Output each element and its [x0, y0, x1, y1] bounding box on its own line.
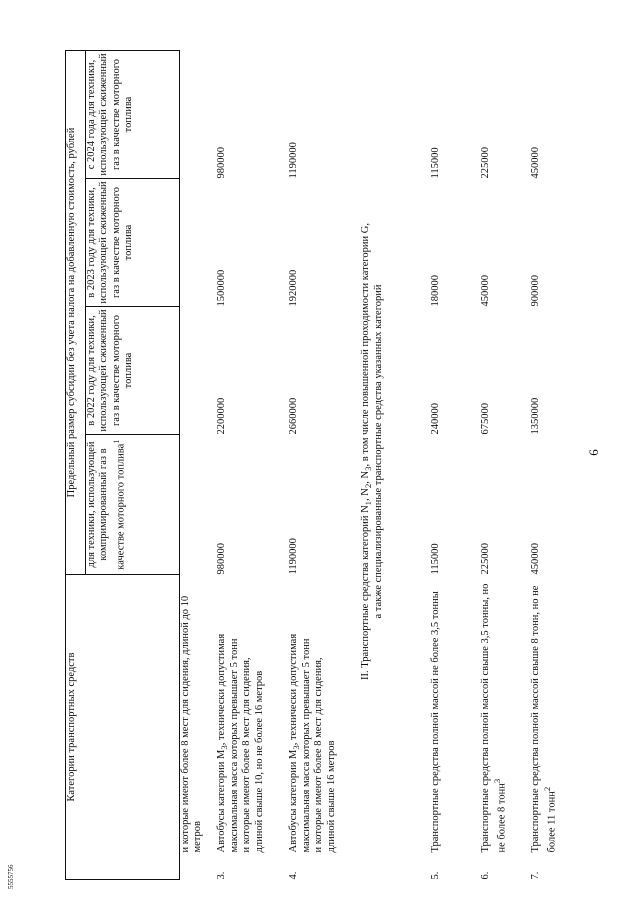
value-2024: 980000: [215, 147, 227, 179]
row-category: Транспортные средства полной массой свыше 3,5 тонны, но не более 8 тонн$^3$: [479, 583, 508, 853]
value-2023: 1920000: [287, 269, 299, 307]
column-header-cng: для техники, использующей компримированный газ в качестве моторного топлива$^1$: [86, 435, 180, 575]
row-category: Автобусы категории $M_3$, технически допустимая максимальная масса которых превышает 5 тонн и которые имеют более 8 мест для сидения, длиной свыше 10, но не более 16 метров: [215, 633, 265, 853]
value-cng: 115000: [429, 543, 441, 575]
continuation-text: и которые имеют более 8 мест для сидения, длиной до 10 метров: [180, 595, 204, 853]
value-cng: 450000: [529, 543, 541, 575]
value-2024: 225000: [479, 147, 491, 179]
row-category: Автобусы категории $M_3$, технически допустимая максимальная масса которых превышает 5 тонн и которые имеют более 8 мест для сидения, длиной свыше 16 метров: [287, 633, 337, 853]
row-category: Транспортные средства полной массой не более 3,5 тонны: [429, 591, 441, 853]
value-2023: 180000: [429, 275, 441, 307]
page-number: 6: [586, 449, 601, 456]
value-2022: 675000: [479, 403, 491, 435]
value-2023: 450000: [479, 275, 491, 307]
value-2022: 240000: [429, 403, 441, 435]
value-cng: 1190000: [287, 538, 299, 575]
value-2024: 1190000: [287, 142, 299, 179]
table-row: 5. Транспортные средства полной массой не более 3,5 тонны 115000 240000 180000 115000: [430, 51, 480, 880]
section-heading: II. Транспортные средства категорий $N_1$, $N_2$, $N_3$, в том числе повышенной проходимости категории G, а также специализированные транспортные средства указанных категорий: [359, 223, 384, 681]
table-row: 4. Автобусы категории $M_3$, технически допустимая максимальная масса которых превышает 5 тонн и которые имеют более 8 мест для сидения, длиной свыше 16 метров 1190000 2660000 1920000 1190000: [288, 51, 360, 880]
subsidy-table: [65, 50, 578, 880]
value-2024: 450000: [529, 147, 541, 179]
value-2023: 1500000: [215, 269, 227, 307]
subsidy-group-header: Предельный размер субсидии без учета налога на добавленную стоимость, рублей: [66, 51, 86, 575]
category-column-header: Категории транспортных средств: [66, 575, 180, 880]
value-2022: 2200000: [215, 397, 227, 435]
value-2024: 115000: [429, 147, 441, 179]
value-cng: 980000: [215, 543, 227, 575]
document-id: 5555756: [7, 864, 15, 889]
value-2022: 1350000: [529, 397, 541, 435]
column-header-lng-2024: с 2024 года для техники, использующей сжиженный газ в качестве моторного топлива: [86, 51, 180, 179]
table-row: 3. Автобусы категории $M_3$, технически допустимая максимальная масса которых превышает 5 тонн и которые имеют более 8 мест для сидения, длиной свыше 10, но не более 16 метров 980000 2200000 1500000 980000: [216, 51, 288, 880]
value-cng: 225000: [479, 543, 491, 575]
row-category: Транспортные средства полной массой свыше 8 тонн, но не более 11 тонн$^2$: [529, 585, 558, 853]
column-header-lng-2022: в 2022 году для техники, использующей сжиженный газ в качестве моторного топлива: [86, 307, 180, 435]
value-2023: 900000: [529, 275, 541, 307]
column-header-lng-2023: в 2023 году для техники, использующей сжиженный газ в качестве моторного топлива: [86, 179, 180, 307]
table-row: 6. Транспортные средства полной массой свыше 3,5 тонны, но не более 8 тонн$^3$ 225000 675000 450000 225000: [480, 51, 530, 880]
table-row: 7. Транспортные средства полной массой свыше 8 тонн, но не более 11 тонн$^2$ 450000 1350000 900000 450000: [530, 51, 578, 880]
value-2022: 2660000: [287, 397, 299, 435]
